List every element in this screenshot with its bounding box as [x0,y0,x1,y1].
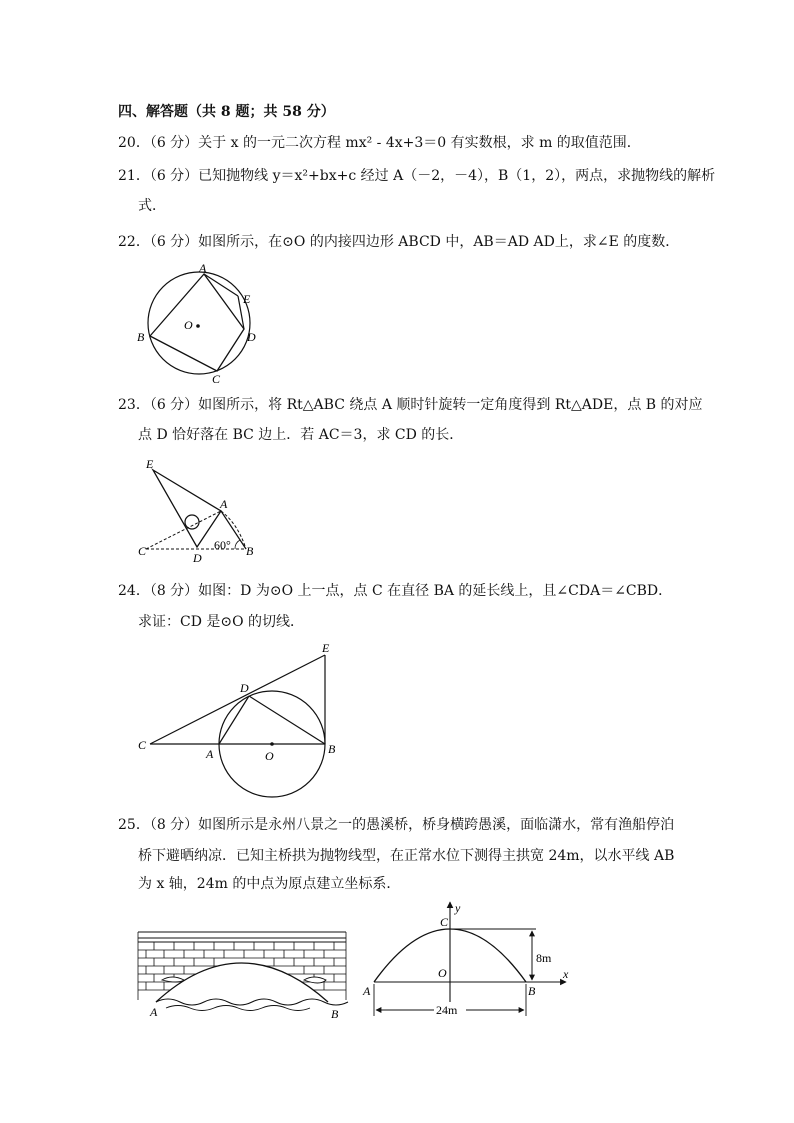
question-23-line-2: 点 D 恰好落在 BC 边上．若 AC＝3，求 CD 的长． [138,427,464,443]
q24-label-c: C [138,738,147,752]
q22-label-a: A [199,261,207,275]
q25-height-label: 8m [536,951,552,965]
q24-label-e: E [322,641,330,655]
q25-label-y: y [455,901,461,915]
q22-label-e: E [243,292,251,306]
q25-label-c: C [440,915,449,929]
question-21-line-2: 式． [138,198,166,214]
q24-label-d: D [240,681,249,695]
q22-circle-quadrilateral-figure [132,258,272,390]
q23-angle-label: 60° [214,538,231,552]
q23-label-d: D [193,551,202,564]
question-25-line-2: 桥下避晒纳凉．已知主桥拱为抛物线型，在正常水位下测得主拱宽 24m，以水平线 AB [138,848,675,864]
q25-bridge-illustration [136,924,356,1020]
q23-label-c: C [138,544,147,558]
q23-label-a: A [220,497,228,511]
question-24-line-1: 24．（8 分）如图：D 为⊙O 上一点，点 C 在直径 BA 的延长线上，且∠CDA＝∠CBD． [118,583,673,599]
q22-label-o: O [184,318,193,332]
q25-label-b: B [528,984,536,998]
q23-label-b: B [246,544,254,558]
q25-bridge-label-b: B [331,1007,339,1020]
q25-label-x: x [563,967,569,981]
q22-label-c: C [212,372,221,386]
question-20: 20．（6 分）关于 x 的一元二次方程 mx² - 4x+3＝0 有实数根，求 m 的取值范围． [118,135,641,151]
q25-width-label: 24m [436,1003,458,1017]
question-24-line-2: 求证：CD 是⊙O 的切线． [138,614,305,630]
question-21-line-1: 21．（6 分）已知抛物线 y＝x²+bx+c 经过 A（－2，－4），B（1，2），两点，求抛物线的解析 [118,168,716,184]
q22-label-d: D [247,330,256,344]
question-25-line-3: 为 x 轴，24m 的中点为原点建立坐标系． [138,876,401,892]
question-23-line-1: 23．（6 分）如图所示，将 Rt△ABC 绕点 A 顺时针旋转一定角度得到 Rt△ADE，点 B 的对应 [118,397,703,413]
q22-label-b: B [137,330,145,344]
q24-label-a: A [206,747,214,761]
q25-label-o: O [438,966,447,980]
question-22: 22．（6 分）如图所示，在⊙O 的内接四边形 ABCD 中，AB＝AD AD上，求∠E 的度数． [118,234,680,250]
section-title: 四、解答题（共 8 题；共 58 分） [118,104,335,120]
q25-parabola-coordinate-figure [360,898,582,1022]
q23-rotated-triangle-figure [134,456,266,564]
q25-bridge-label-a: A [150,1005,158,1019]
q24-label-b: B [328,742,336,756]
q24-tangent-figure [134,638,348,806]
q24-label-o: O [265,749,274,763]
q23-label-e: E [146,457,154,471]
q25-label-a: A [363,984,371,998]
question-25-line-1: 25．（8 分）如图所示是永州八景之一的愚溪桥，桥身横跨愚溪，面临潇水，常有渔船停泊 [118,817,675,833]
